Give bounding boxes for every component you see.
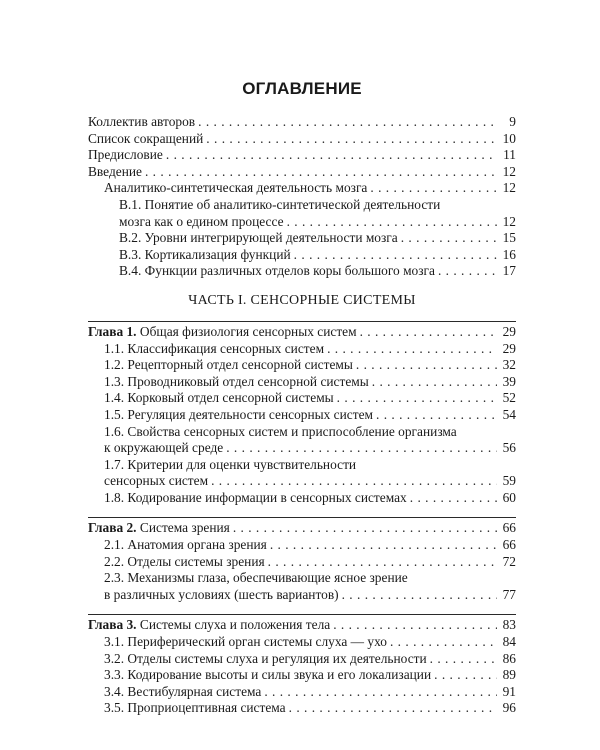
toc-entry[interactable] (88, 554, 516, 571)
toc-entry[interactable] (88, 263, 516, 280)
chapter-heading[interactable] (88, 324, 516, 341)
chapter-block (88, 518, 516, 614)
entry-text: к окружающей среде (104, 440, 224, 456)
part-title: ЧАСТЬ I. СЕНСОРНЫЕ СИСТЕМЫ (188, 292, 416, 308)
entry-text: 3.5. Проприоцептивная система (104, 700, 286, 716)
entry-text: Коллектив авторов (88, 114, 196, 129)
entry-page: 32 (502, 357, 516, 373)
toc-entry[interactable] (88, 147, 516, 164)
toc-entry[interactable] (88, 490, 516, 507)
toc-entry[interactable] (88, 407, 516, 424)
entry-text[interactable]: 1.6. Свойства сенсорных систем и приспособление организма (104, 423, 457, 439)
entry-text: мозга как о едином процессе (119, 213, 284, 229)
dot-leader (287, 214, 497, 231)
toc-entry[interactable] (88, 440, 516, 457)
toc-entry[interactable] (88, 473, 516, 490)
toc-entry[interactable] (88, 131, 516, 148)
dot-leader (333, 617, 497, 634)
toc-entry[interactable] (88, 667, 516, 684)
dot-leader (268, 554, 497, 571)
dot-leader (226, 440, 497, 457)
dot-leader (342, 587, 497, 604)
entry-text: 1.1. Классификация сенсорных систем (104, 340, 325, 356)
dot-leader (360, 324, 497, 341)
entry-page: 66 (502, 537, 516, 553)
entry-page: 83 (502, 617, 516, 633)
entry-page: 39 (502, 373, 516, 389)
entry-text: сенсорных систем (104, 473, 209, 489)
dot-leader (372, 374, 497, 391)
entry-page: 9 (509, 114, 516, 129)
dot-leader (401, 230, 497, 247)
entry-text[interactable]: В.1. Понятие об аналитико-синтетической деятельности (119, 196, 441, 212)
entry-text: 1.2. Рецепторный отдел сенсорной системы (104, 357, 353, 373)
chapter-block (88, 615, 516, 728)
dot-leader (294, 247, 497, 264)
entry-page: 60 (502, 489, 516, 505)
dot-leader (211, 473, 497, 490)
dot-leader (166, 147, 497, 164)
entry-text: 3.4. Вестибулярная система (104, 683, 262, 699)
entry-text: в различных условиях (шесть вариантов) (104, 586, 339, 602)
dot-leader (270, 537, 497, 554)
entry-page: 12 (502, 163, 516, 179)
chapter-title: Системы слуха и положения тела (139, 617, 331, 633)
chapter-title: Система зрения (139, 520, 230, 536)
entry-page: 29 (502, 323, 516, 339)
entry-text: 1.8. Кодирование информации в сенсорных системах (104, 489, 407, 505)
dot-leader (376, 407, 497, 424)
toc-entry[interactable] (88, 114, 516, 131)
entry-page: 17 (502, 263, 516, 279)
entry-text: 1.4. Корковый отдел сенсорной системы (104, 390, 334, 406)
entry-text: Список сокращений (88, 130, 204, 146)
entry-page: 29 (502, 340, 516, 356)
table-of-contents (88, 78, 516, 728)
entry-text: В.2. Уровни интегрирующей деятельности мозга (119, 230, 398, 246)
entry-page: 12 (502, 180, 516, 196)
dot-leader (327, 341, 497, 358)
entry-text: В.4. Функции различных отделов коры большого мозга (119, 263, 435, 279)
toc-entry[interactable] (88, 684, 516, 701)
chapter-heading[interactable] (88, 617, 516, 634)
dot-leader (410, 490, 497, 507)
entry-page: 12 (502, 213, 516, 229)
entry-page: 16 (502, 246, 516, 262)
toc-entry[interactable] (88, 651, 516, 668)
chapter-label: Глава 1. (88, 323, 137, 339)
toc-entry[interactable] (88, 700, 516, 717)
dot-leader (438, 263, 497, 280)
entry-text: 3.3. Кодирование высоты и силы звука и его локализации (104, 667, 432, 683)
dot-leader (145, 164, 497, 181)
entry-text: 1.3. Проводниковый отдел сенсорной системы (104, 373, 369, 389)
entry-page: 89 (502, 667, 516, 683)
dot-leader (434, 667, 497, 684)
toc-entry[interactable] (88, 247, 516, 264)
entry-page: 10 (502, 130, 516, 146)
toc-entry[interactable] (88, 537, 516, 554)
entry-page: 96 (502, 700, 516, 716)
entry-text[interactable]: 1.7. Критерии для оценки чувствительности (104, 456, 357, 472)
entry-page: 52 (502, 390, 516, 406)
entry-page: 91 (502, 683, 516, 699)
chapter-label: Глава 2. (88, 520, 137, 536)
entry-page: 72 (502, 553, 516, 569)
toc-entry[interactable] (88, 390, 516, 407)
dot-leader (337, 390, 497, 407)
dot-leader (233, 520, 497, 537)
dot-leader (264, 684, 497, 701)
entry-page: 84 (502, 634, 516, 650)
chapter-heading[interactable] (88, 520, 516, 537)
toc-entry[interactable] (88, 357, 516, 374)
entry-page: 86 (502, 650, 516, 666)
toc-entry[interactable] (88, 214, 516, 231)
dot-leader (370, 180, 497, 197)
entry-page: 54 (502, 406, 516, 422)
entry-text: Аналитико-синтетическая деятельность мозга (104, 180, 368, 196)
entry-text: В.3. Кортикализация функций (119, 246, 291, 262)
chapter-label: Глава 3. (88, 617, 137, 633)
toc-entry[interactable] (88, 374, 516, 391)
entry-text: Предисловие (88, 147, 163, 163)
entry-text: 3.2. Отделы системы слуха и регуляция их деятельности (104, 650, 427, 666)
entry-page: 15 (502, 230, 516, 246)
dot-leader (390, 634, 497, 651)
entry-page: 56 (502, 440, 516, 456)
entry-text: 2.1. Анатомия органа зрения (104, 537, 267, 553)
toc-entry[interactable] (88, 180, 516, 197)
toc-entry[interactable] (88, 230, 516, 247)
chapter-block (88, 322, 516, 518)
toc-entry[interactable] (88, 587, 516, 604)
entry-page: 59 (502, 473, 516, 489)
dot-leader (289, 700, 497, 717)
chapter-title: Общая физиология сенсорных систем (139, 323, 357, 339)
page-title: ОГЛАВЛЕНИЕ (242, 79, 362, 98)
entry-text[interactable]: 2.3. Механизмы глаза, обеспечивающие ясное зрение (104, 570, 408, 586)
dot-leader (356, 357, 497, 374)
toc-entry[interactable] (88, 634, 516, 651)
entry-page: 66 (502, 520, 516, 536)
toc-entry[interactable] (88, 164, 516, 181)
dot-leader (430, 651, 497, 668)
entry-page: 11 (503, 147, 516, 163)
entry-text: 3.1. Периферический орган системы слуха — ухо (104, 634, 387, 650)
entry-text: 1.5. Регуляция деятельности сенсорных систем (104, 406, 374, 422)
entry-text: Введение (88, 163, 142, 179)
dot-leader (206, 131, 497, 148)
toc-entry[interactable] (88, 341, 516, 358)
entry-page: 77 (502, 586, 516, 602)
dot-leader (198, 114, 497, 131)
entry-text: 2.2. Отделы системы зрения (104, 553, 265, 569)
